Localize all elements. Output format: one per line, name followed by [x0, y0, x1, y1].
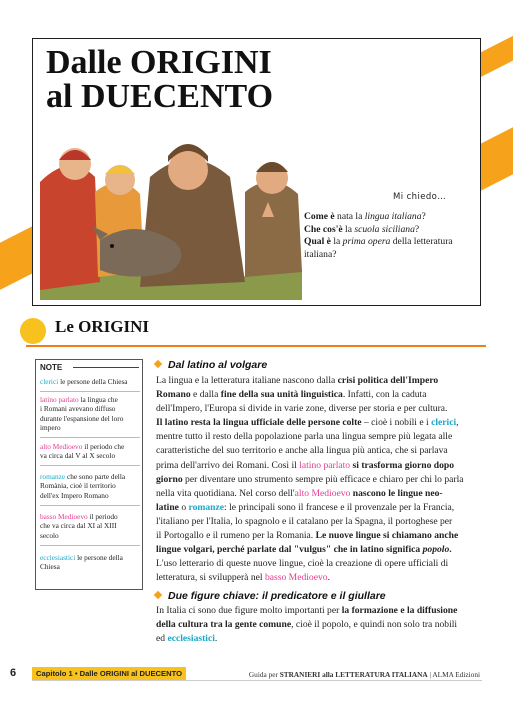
question-line: Che cos'è la scuola siciliana? — [304, 223, 420, 235]
chapter-title-line2: al DUECENTO — [46, 78, 274, 115]
note-item: latino parlato la lingua che i Romani avevano diffuso durante l'espansione del loro impero — [40, 395, 124, 432]
note-heading-rule — [73, 367, 139, 368]
text-line: latine o romanze: le principali sono il francese e il provenzale per la Francia, — [156, 501, 455, 513]
text-line: nella vita quotidiana. Nel corso dell'alto Medioevo nascono le lingue neo- — [156, 487, 443, 499]
note-heading: NOTE — [40, 363, 63, 372]
chapter-title-line1: Dalle ORIGINI — [46, 44, 272, 81]
page-number: 6 — [10, 667, 17, 679]
text-line: della cultura tra la gente comune, cioè il popolo, e quindi non solo tra nobili — [156, 619, 458, 631]
text-line: ed ecclesiastici. — [156, 633, 218, 645]
text-line: La lingua e la letteratura italiane nascono dalla crisi politica dell'Impero — [156, 375, 439, 386]
text-line: caratteristiche del suo territorio e anche alla lingua più antica, che si parlava — [156, 445, 448, 457]
note-divider — [40, 465, 140, 466]
text-line: giorno per diventare uno strumento sempre più efficace e chiaro per chi lo parla — [156, 473, 464, 485]
text-line: letteratura, si svilupperà nel basso Medioevo. — [156, 572, 330, 584]
text-line: l'italiano per l'Italia, lo spagnolo e il catalano per la Spagna, il portoghese per — [156, 515, 453, 527]
chapter-title — [46, 46, 273, 114]
mi-chiedo-label: Mi chiedo… — [393, 192, 447, 202]
text-line: lingue volgari, perché parlate dal "vulgus" che in latino significa popolo. — [156, 544, 452, 556]
question-line: italiana? — [304, 248, 337, 260]
text-line: Romano e dalla fine della sua unità linguistica. Infatti, con la caduta — [156, 389, 427, 401]
section-bullet-icon — [20, 318, 46, 344]
note-item: romanze che sono parte della Romània, cioè il territorio dell'ex Impero Romano — [40, 472, 126, 500]
question-line: Come è nata la lingua italiana? — [304, 211, 426, 222]
text-line: il Portogallo e il rumeno per la Romania. Le nuove lingue si chiamano anche — [156, 530, 459, 542]
subheading-predicatore-giullare: Due figure chiave: il predicatore e il giullare — [155, 590, 386, 602]
note-divider — [40, 545, 140, 546]
text-line: mentre tutto il resto della popolazione parla una lingua sempre più legata alle — [156, 431, 453, 443]
illustration-friar-wolf — [40, 122, 302, 300]
note-item: clerici le persone della Chiesa — [40, 377, 128, 386]
paragraph-latino-volgare — [156, 374, 486, 585]
note-item: basso Medioevo il periodo che va circa dal XI al XIII secolo — [40, 512, 118, 540]
section-divider — [26, 345, 486, 347]
text-line: L'uso letterario di queste nuove lingue, cioè la creazione di opere ufficiali di — [156, 558, 449, 570]
text-line: dell'Impero, l'Europa si divide in varie zone, diverse per storia e per cultura. — [156, 403, 448, 415]
note-divider — [40, 505, 140, 506]
text-line: prima dell'arrivo dei Romani. Così il latino parlato si trasforma giorno dopo — [156, 459, 455, 471]
note-divider — [40, 437, 140, 438]
question-line: Qual è la prima opera della letteratura — [304, 236, 453, 247]
note-divider — [40, 391, 140, 392]
text-line: In Italia ci sono due figure molto importanti per la formazione e la diffusione — [156, 605, 458, 616]
note-item: ecclesiastici le persone della Chiesa — [40, 553, 123, 572]
note-item: alto Medioevo il periodo che va circa dal V al X secolo — [40, 442, 125, 461]
paragraph-predicatore-giullare — [156, 604, 486, 646]
diamond-bullet-icon — [154, 591, 162, 599]
section-heading: Le ORIGINI — [55, 317, 149, 336]
subheading-latino-volgare: Dal latino al volgare — [155, 359, 267, 371]
footer-divider — [32, 680, 482, 681]
footer-publication: Guida per STRANIERI alla LETTERATURA ITALIANA | ALMA Edizioni — [248, 670, 480, 679]
guiding-questions — [304, 211, 476, 261]
text-line: Il latino resta la lingua ufficiale delle persone colte – cioè i nobili e i clerici, — [156, 417, 459, 429]
footer-chapter-label: Capitolo 1 • Dalle ORIGINI al DUECENTO — [32, 667, 186, 680]
diamond-bullet-icon — [154, 360, 162, 368]
